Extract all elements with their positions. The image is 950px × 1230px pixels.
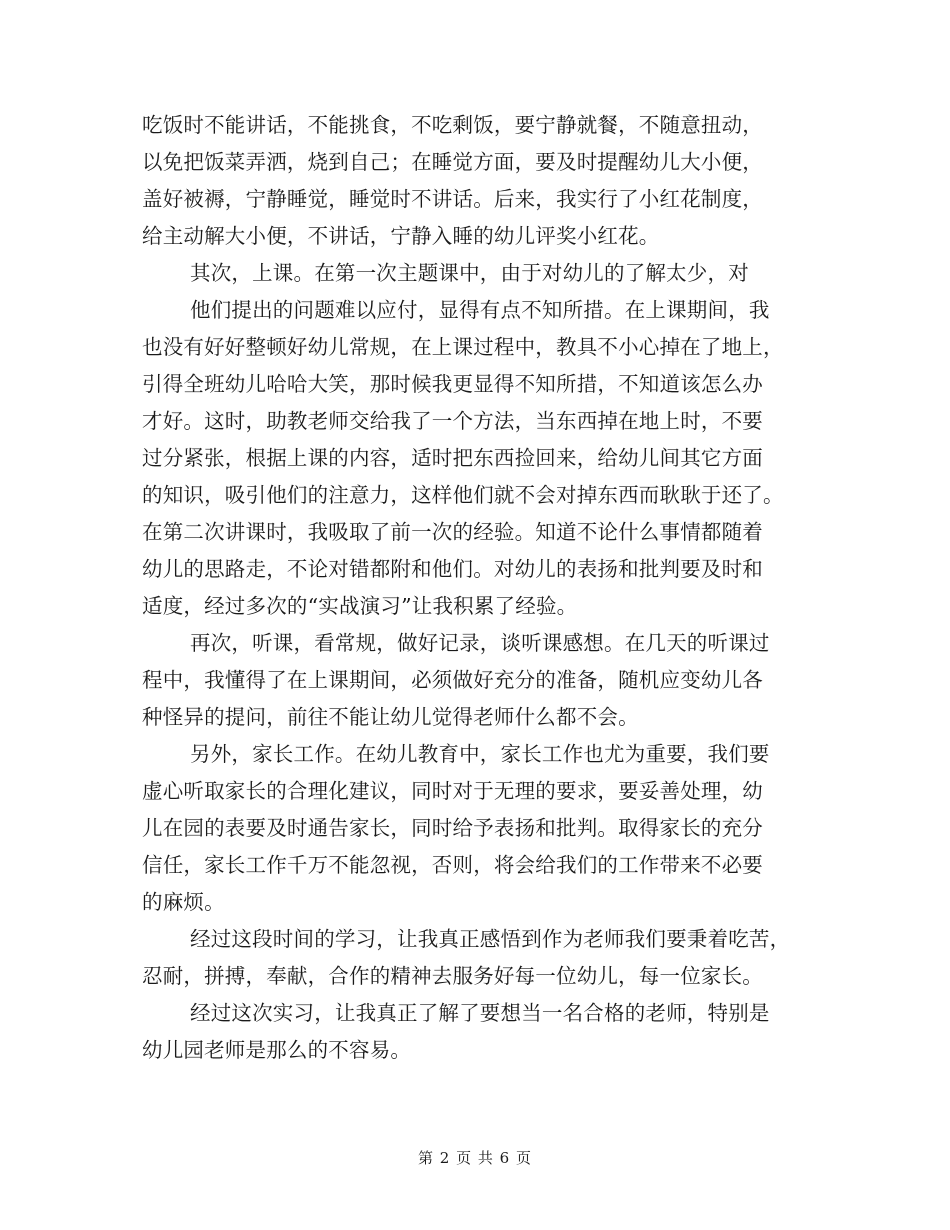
- text-line: 在第二次讲课时，我吸取了前一次的经验。知道不论什么事情都随着: [142, 520, 763, 544]
- text-line: 的麻烦。: [142, 890, 225, 914]
- document-body: [142, 107, 822, 1069]
- text-line: 儿在园的表要及时通告家长，同时给予表扬和批判。取得家长的充分: [142, 816, 763, 840]
- text-line: 幼儿园老师是那么的不容易。: [142, 1038, 412, 1062]
- text-line: 他们提出的问题难以应付，显得有点不知所措。在上课期间，我: [190, 298, 770, 322]
- text-line: 的知识，吸引他们的注意力，这样他们就不会对掉东西而耿耿于还了。: [142, 483, 784, 507]
- text-line: 以免把饭菜弄洒，烧到自己；在睡觉方面，要及时提醒幼儿大小便，: [142, 150, 763, 174]
- text-line: 也没有好好整顿好幼儿常规，在上课过程中，教具不小心掉在了地上，: [142, 335, 784, 359]
- text-line: 给主动解大小便，不讲话，宁静入睡的幼儿评奖小红花。: [142, 224, 660, 248]
- text-line: 吃饭时不能讲话，不能挑食，不吃剩饭，要宁静就餐，不随意扭动，: [142, 113, 763, 137]
- paragraph-start-line: 经过这段时间的学习，让我真正感悟到作为老师我们要秉着吃苦，: [190, 927, 791, 951]
- text-line: 过分紧张，根据上课的内容，适时把东西捡回来，给幼儿间其它方面: [142, 446, 763, 470]
- text-line: 引得全班幼儿哈哈大笑，那时候我更显得不知所措，不知道该怎么办: [142, 372, 763, 396]
- paragraph-start-line: 再次，听课，看常规，做好记录，谈听课感想。在几天的听课过: [190, 631, 770, 655]
- paragraph-start-line: 另外，家长工作。在幼儿教育中，家长工作也尤为重要，我们要: [190, 742, 770, 766]
- paragraph-start-line: 经过这次实习，让我真正了解了要想当一名合格的老师，特别是: [190, 1001, 770, 1025]
- paragraph-start-line: 其次，上课。在第一次主题课中，由于对幼儿的了解太少，对: [190, 261, 749, 285]
- text-line: 幼儿的思路走，不论对错都附和他们。对幼儿的表扬和批判要及时和: [142, 557, 763, 581]
- text-line: 信任，家长工作千万不能忽视，否则，将会给我们的工作带来不必要: [142, 853, 763, 877]
- text-line: 忍耐，拼搏，奉献，合作的精神去服务好每一位幼儿，每一位家长。: [142, 964, 763, 988]
- page-number-footer: 第 2 页 共 6 页: [418, 1149, 532, 1167]
- text-line: 适度，经过多次的“实战演习”让我积累了经验。: [142, 594, 578, 618]
- text-line: 盖好被褥，宁静睡觉，睡觉时不讲话。后来，我实行了小红花制度，: [142, 187, 763, 211]
- text-line: 虚心听取家长的合理化建议，同时对于无理的要求，要妥善处理，幼: [142, 779, 763, 803]
- text-line: 程中，我懂得了在上课期间，必须做好充分的准备，随机应变幼儿各: [142, 668, 763, 692]
- text-line: 才好。这时，助教老师交给我了一个方法，当东西掉在地上时，不要: [142, 409, 763, 433]
- text-line: 种怪异的提问，前往不能让幼儿觉得老师什么都不会。: [142, 705, 639, 729]
